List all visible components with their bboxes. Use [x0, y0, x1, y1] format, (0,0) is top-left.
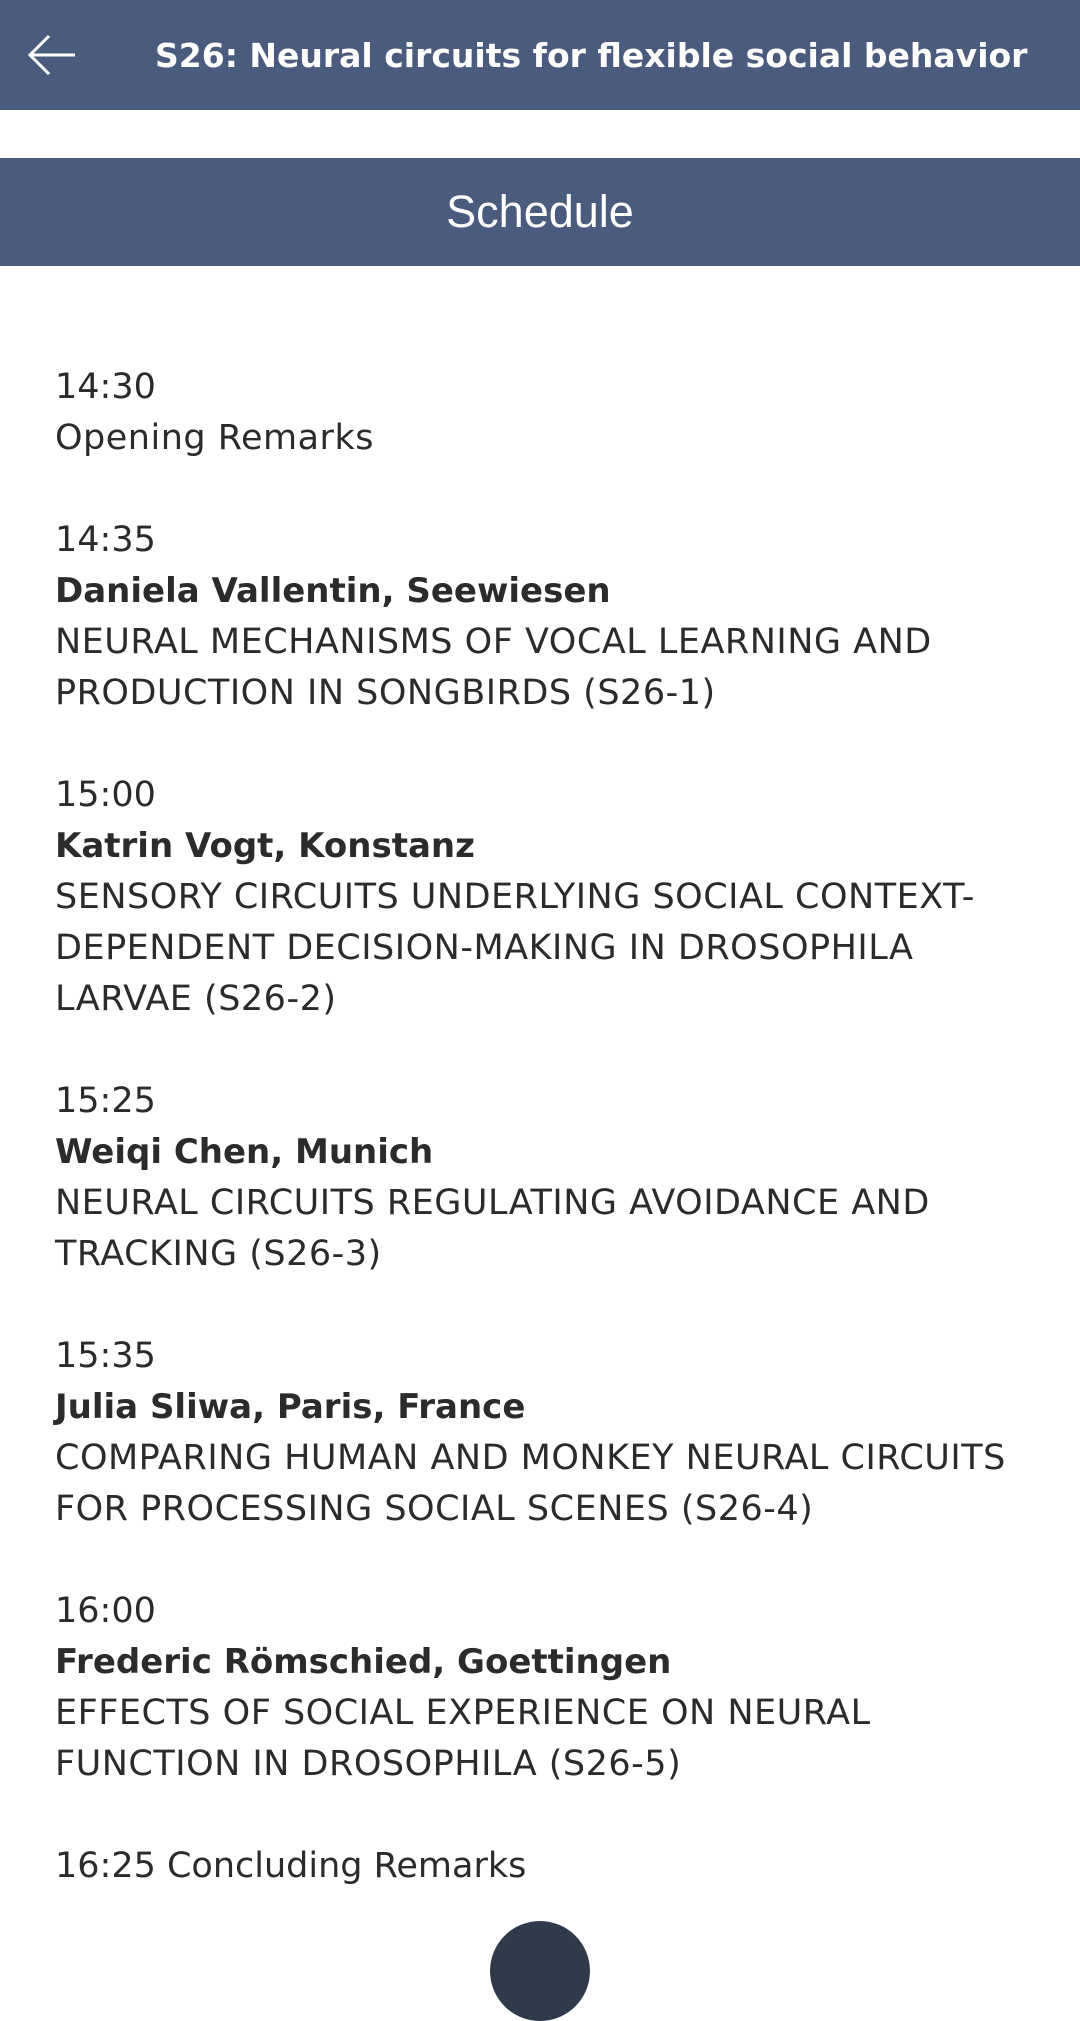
entry-title: Opening Remarks	[55, 418, 374, 458]
entry-speaker: Weiqi Chen, Munich	[55, 1132, 434, 1172]
entry-speaker: Daniela Vallentin, Seewiesen	[55, 571, 611, 611]
entry-speaker: Julia Sliwa, Paris, France	[55, 1387, 526, 1427]
schedule-entry	[55, 770, 1045, 1025]
page-title: S26: Neural circuits for flexible social behavior	[155, 35, 1028, 75]
tab-schedule[interactable]	[0, 158, 1080, 266]
schedule-entry	[55, 1841, 1045, 1892]
entry-speaker: Frederic Römschied, Goettingen	[55, 1642, 672, 1682]
schedule-entry	[55, 362, 1045, 464]
entry-time: 14:35	[55, 520, 156, 560]
schedule-entry	[55, 1586, 1045, 1790]
entry-title: NEURAL MECHANISMS OF VOCAL LEARNING AND PRODUCTION IN SONGBIRDS (S26-1)	[55, 622, 932, 713]
tab-schedule-label: Schedule	[446, 186, 634, 237]
app-bar	[0, 0, 1080, 110]
schedule-entry	[55, 1331, 1045, 1535]
entry-time: 14:30	[55, 367, 156, 407]
entry-title: EFFECTS OF SOCIAL EXPERIENCE ON NEURAL FUNCTION IN DROSOPHILA (S26-5)	[55, 1693, 871, 1784]
arrow-left-icon	[27, 34, 77, 76]
entry-time: 16:00	[55, 1591, 156, 1631]
schedule-list	[55, 362, 1045, 1943]
entry-time: 15:35	[55, 1336, 156, 1376]
floating-action-button[interactable]	[490, 1921, 590, 2021]
entry-time: 15:00	[55, 775, 156, 815]
entry-title: COMPARING HUMAN AND MONKEY NEURAL CIRCUITS FOR PROCESSING SOCIAL SCENES (S26-4)	[55, 1438, 1006, 1529]
back-button[interactable]	[0, 0, 104, 110]
entry-time: 15:25	[55, 1081, 156, 1121]
entry-speaker: Katrin Vogt, Konstanz	[55, 826, 475, 866]
entry-title: SENSORY CIRCUITS UNDERLYING SOCIAL CONTEXT-DEPENDENT DECISION-MAKING IN DROSOPHILA LARVAE (S26-2)	[55, 877, 975, 1019]
closing-remarks: 16:25 Concluding Remarks	[55, 1846, 527, 1886]
entry-title: NEURAL CIRCUITS REGULATING AVOIDANCE AND TRACKING (S26-3)	[55, 1183, 930, 1274]
schedule-entry	[55, 515, 1045, 719]
schedule-entry	[55, 1076, 1045, 1280]
